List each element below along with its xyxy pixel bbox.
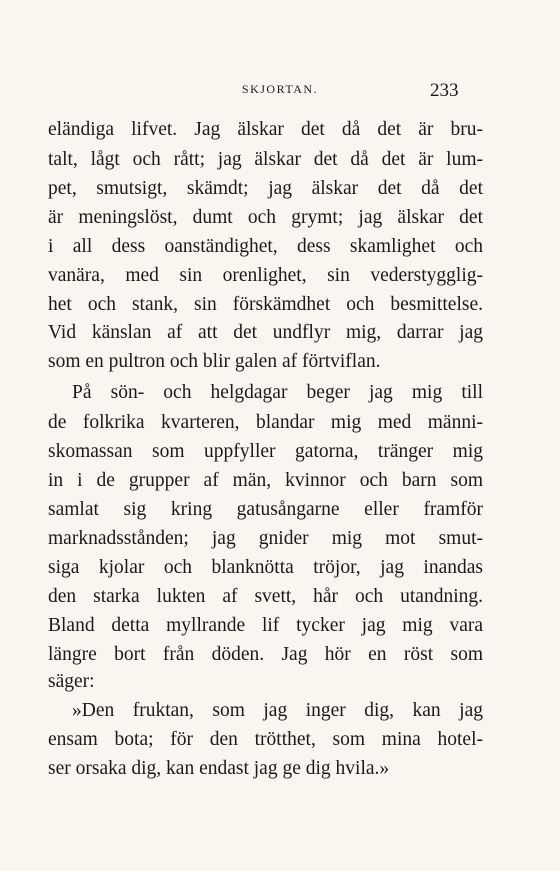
text-line: eländiga lifvet. Jag älskar det då det är bru- (48, 119, 483, 140)
text-line: Bland detta myllrande lif tycker jag mig vara (48, 615, 483, 636)
text-line: är meningslöst, dumt och grymt; jag älskar det (48, 207, 483, 228)
page-number: 233 (430, 80, 459, 101)
text-line: som en pultron och blir galen af förtviflan. (48, 351, 381, 372)
text-line: ser orsaka dig, kan endast jag ge dig hvila.» (48, 758, 390, 779)
text-line: siga kjolar och blanknötta tröjor, jag inandas (48, 557, 483, 578)
text-line: Vid känslan af att det undflyr mig, darrar jag (48, 322, 483, 343)
text-line: den starka lukten af svett, hår och utandning. (48, 586, 483, 607)
text-line: pet, smutsigt, skämdt; jag älskar det då det (48, 178, 483, 199)
text-line: marknadsstånden; jag gnider mig mot smut- (48, 528, 483, 549)
text-line: in i de grupper af män, kvinnor och barn som (48, 470, 483, 491)
text-line: talt, lågt och rått; jag älskar det då det är lum- (48, 149, 483, 170)
text-line: säger: (48, 671, 95, 692)
text-line: het och stank, sin förskämdhet och besmittelse. (48, 294, 483, 315)
running-head: SKJORTAN. (241, 82, 319, 96)
text-line: ensam bota; för den trötthet, som mina hotel- (48, 729, 483, 750)
text-line: längre bort från döden. Jag hör en röst som (48, 644, 483, 665)
text-line: skomassan som uppfyller gatorna, tränger mig (48, 441, 483, 462)
text-line: På sön- och helgdagar beger jag mig till (72, 382, 483, 403)
text-line: samlat sig kring gatusångarne eller framför (48, 499, 483, 520)
text-line: de folkrika kvarteren, blandar mig med männi- (48, 412, 483, 433)
text-line: i all dess oanständighet, dess skamlighet och (48, 236, 483, 257)
text-line: »Den fruktan, som jag inger dig, kan jag (72, 700, 483, 721)
text-line: vanära, med sin orenlighet, sin vederstygglig- (48, 265, 483, 286)
